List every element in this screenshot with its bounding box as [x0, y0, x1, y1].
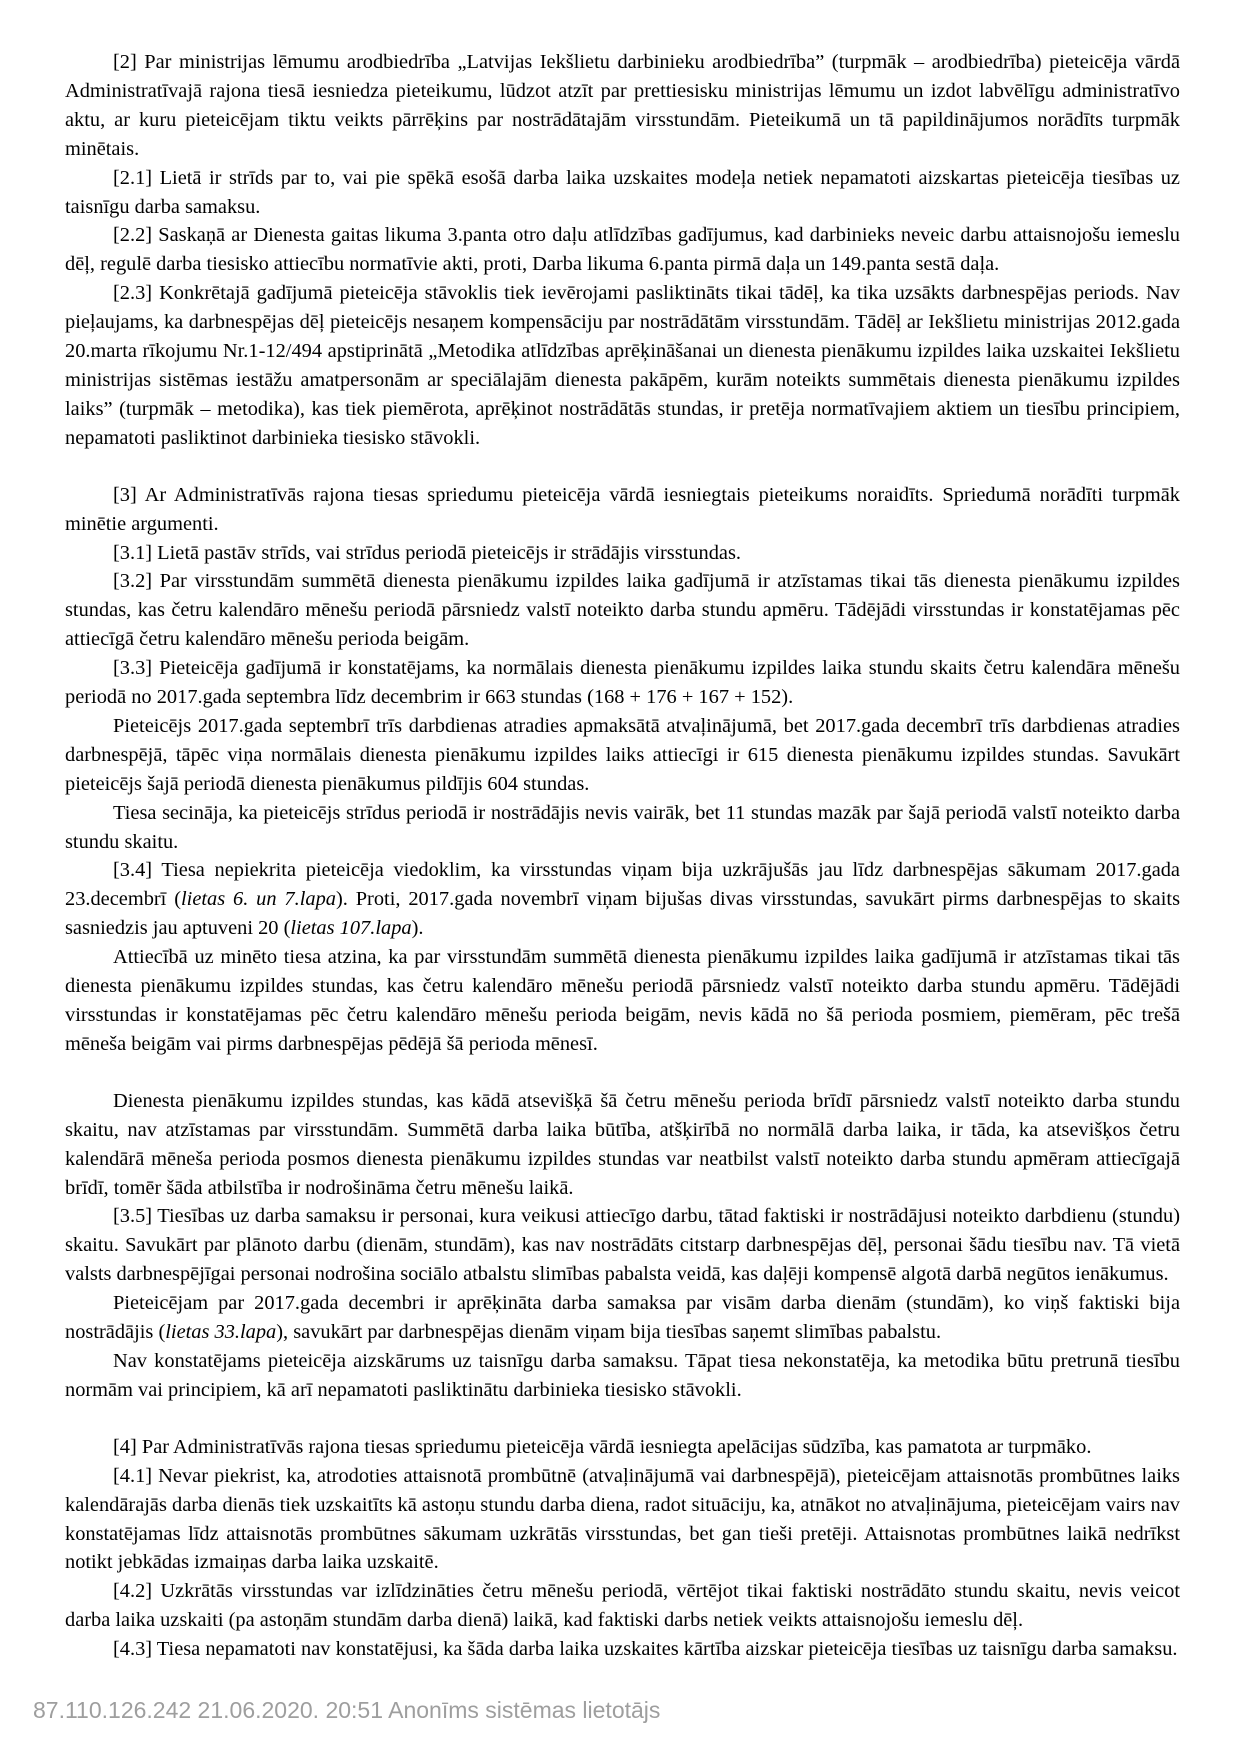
- paragraph: [65, 799, 1180, 857]
- paragraph-text: [2.2] Saskaņā ar Dienesta gaitas likuma 3.panta otro daļu atlīdzības gadījumus, kad darbinieks neveic darbu attaisnojošu iemeslu dēļ, regulē darba tiesisko attiecību normatīvie akti, proti, Darba likuma 6.panta pirmā daļa un 149.panta sestā daļa.: [65, 224, 1180, 276]
- paragraph-text: Dienesta pienākumu izpildes stundas, kas kādā atsevišķā šā četru mēnešu perioda brīdī pārsniedz valstī noteikto darba stundu skaitu, nav atzīstamas par virsstundām. Summētā darba laika būtība, atšķirībā no normālā darba laika, ir tāda, ka atsevišķos četru kalendārā mēneša perioda posmos dienesta pienākumu izpildes stundas var neatbilst valstī noteikto darba stundu apmēram attiecīgajā brīdī, tomēr šāda atbilstība ir nodrošināma četru mēnešu laikā.: [65, 1089, 1180, 1199]
- paragraph: [65, 654, 1180, 712]
- paragraph: [65, 1462, 1180, 1578]
- paragraph: [65, 164, 1180, 222]
- paragraph-text: [3.4] Tiesa nepiekrita pieteicēja viedoklim, ka virsstundas viņam bija uzkrājušās jau līdz darbnespējas sākumam 2017.gada 23.decembrī (: [65, 859, 1180, 911]
- paragraph: [65, 279, 1180, 452]
- paragraph-text: Nav konstatējams pieteicēja aizskārums uz taisnīgu darba samaksu. Tāpat tiesa nekonstatēja, ka metodika būtu pretrunā tiesību normām vai principiem, kā arī nepamatoti pasliktinātu darbinieka tiesisko stāvokli.: [65, 1349, 1180, 1401]
- paragraph: [65, 1289, 1180, 1347]
- paragraph-text: [3] Ar Administratīvās rajona tiesas spriedumu pieteicēja vārdā iesniegtais pieteikums noraidīts. Spriedumā norādīti turpmāk minētie argumenti.: [65, 483, 1180, 535]
- paragraph-text: ), savukārt par darbnespējas dienām viņam bija tiesības saņemt slimības pabalstu.: [276, 1321, 942, 1344]
- paragraph-text: [4.3] Tiesa nepamatoti nav konstatējusi, ka šāda darba laika uzskaites kārtība aizskar pieteicēja tiesības uz taisnīgu darba samaksu.: [113, 1638, 1178, 1661]
- paragraph: [65, 1347, 1180, 1405]
- paragraph: [65, 221, 1180, 279]
- paragraph-text: [2.1] Lietā ir strīds par to, vai pie spēkā esošā darba laika uzskaites modeļa netiek nepamatoti aizskartas pieteicēja tiesības uz taisnīgu darba samaksu.: [65, 166, 1180, 218]
- paragraph-text: ).: [411, 917, 424, 940]
- paragraph-text: [2] Par ministrijas lēmumu arodbiedrība „Latvijas Iekšlietu darbinieku arodbiedrība” (turpmāk – arodbiedrība) pieteicēja vārdā Administratīvajā rajona tiesā iesniedza pieteikumu, lūdzot atzīt par prettiesisku ministrijas lēmumu un izdot labvēlīgu administratīvo aktu, ar kuru pieteicējam tiktu veikts pārrēķins par nostrādātajām virsstundām. Pieteikumā un tā papildinājumos norādīts turpmāk minētais.: [65, 51, 1180, 160]
- paragraph-text: Pieteicējam par 2017.gada decembri ir aprēķināta darba samaksa par visām darba dienām (stundām), ko viņš faktiski bija nostrādājis (: [65, 1292, 1180, 1344]
- paragraph: [65, 1202, 1180, 1289]
- paragraph: [65, 1577, 1180, 1635]
- paragraph-text: [3.1] Lietā pastāv strīds, vai strīdus periodā pieteicējs ir strādājis virsstundas.: [113, 541, 741, 564]
- paragraph: [65, 856, 1180, 943]
- footer-stamp: 87.110.126.242 21.06.2020. 20:51 Anonīms sistēmas lietotājs: [33, 1697, 661, 1723]
- paragraph: [65, 1087, 1180, 1203]
- paragraph: [65, 481, 1180, 539]
- paragraph: [65, 1433, 1180, 1462]
- paragraph: [65, 539, 1180, 568]
- document-body: [65, 48, 1180, 1664]
- paragraph: [65, 567, 1180, 654]
- paragraph-text: [4.1] Nevar piekrist, ka, atrodoties attaisnotā prombūtnē (atvaļinājumā vai darbnespējā), pieteicējam attaisnotās prombūtnes laiks kalendārajās darba dienās tiek uzskaitīts kā astoņu stundu darba diena, radot situāciju, ka, atnākot no atvaļinājuma, pieteicējam vairs nav konstatējamas līdz attaisnotās prombūtnes sākumam uzkrātās virsstundas, bet gan tieši pretēji. Attaisnotas prombūtnes laikā nedrīkst notikt jebkādas izmaiņas darba laika uzskaitē.: [65, 1464, 1180, 1574]
- paragraph: [65, 712, 1180, 799]
- paragraph-text: Pieteicējs 2017.gada septembrī trīs darbdienas atradies apmaksātā atvaļinājumā, bet 2017.gada decembrī trīs darbdienas atradies darbnespējā, tāpēc viņa normālais dienesta pienākumu izpildes laiks attiecīgi ir 615 dienesta pienākumu izpildes stundas. Savukārt pieteicējs šajā periodā dienesta pienākumus pildījis 604 stundas.: [65, 714, 1180, 795]
- paragraph-text: [3.3] Pieteicēja gadījumā ir konstatējams, ka normālais dienesta pienākumu izpildes laika stundu skaits četru kalendāra mēnešu periodā no 2017.gada septembra līdz decembrim ir 663 stundas (168 + 176 + 167 + 152).: [65, 657, 1180, 709]
- paragraph-text: [3.2] Par virsstundām summētā dienesta pienākumu izpildes laika gadījumā ir atzīstamas tikai tās dienesta pienākumu izpildes stundas, kas četru kalendāro mēnešu periodā pārsniedz valstī noteikto darba stundu apmēru. Tādējādi virsstundas ir konstatējamas pēc attiecīgā četru kalendāro mēnešu perioda beigām.: [65, 570, 1180, 651]
- paragraph-text: [3.5] Tiesības uz darba samaksu ir personai, kura veikusi attiecīgo darbu, tātad faktiski ir nostrādājusi noteikto darbdienu (stundu) skaitu. Savukārt par plānoto darbu (dienām, stundām), kas nav nostrādāts citstarp darbnespējas dēļ, personai šādu tiesību nav. Tā vietā valsts darbnespējīgai personai nodrošina sociālo atbalstu slimības pabalsta veidā, kas daļēji kompensē algotā darbā negūtos ienākumus.: [65, 1205, 1180, 1286]
- paragraph: [65, 943, 1180, 1059]
- paragraph-text: ). Proti, 2017.gada novembrī viņam bijušas divas virsstundas, savukārt pirms darbnespējas to skaits sasniedzis jau aptuveni 20 (: [65, 888, 1181, 940]
- paragraph-text: [4.2] Uzkrātās virsstundas var izlīdzināties četru mēnešu periodā, vērtējot tikai faktiski nostrādāto stundu skaitu, nevis veicot darba laika uzskaiti (pa astoņām stundām darba dienā) laikā, kad faktiski darbs netiek veikts attaisnojošu iemeslu dēļ.: [65, 1580, 1180, 1632]
- paragraph-text: [4] Par Administratīvās rajona tiesas spriedumu pieteicēja vārdā iesniegta apelācijas sūdzība, kas pamatota ar turpmāko.: [113, 1435, 1092, 1458]
- case-file-reference: lietas 33.lapa: [165, 1321, 277, 1344]
- paragraph-text: Attiecībā uz minēto tiesa atzina, ka par virsstundām summētā dienesta pienākumu izpildes laika gadījumā ir atzīstamas tikai tās dienesta pienākumu izpildes stundas, kas četru kalendāro mēnešu periodā pārsniedz valstī noteikto darba stundu apmēru. Tādējādi virsstundas ir konstatējamas pēc četru kalendāro mēnešu perioda beigām, nevis kādā no šā perioda posmiem, piemēram, pēc trešā mēneša beigām vai pirms darbnespējas pēdējā šā perioda mēnesī.: [65, 946, 1180, 1055]
- paragraph: [65, 1635, 1180, 1664]
- case-file-reference: lietas 6. un 7.lapa: [181, 888, 336, 911]
- paragraph-text: Tiesa secināja, ka pieteicējs strīdus periodā ir nostrādājis nevis vairāk, bet 11 stundas mazāk par šajā periodā valstī noteikto darba stundu skaitu.: [65, 801, 1180, 853]
- case-file-reference: lietas 107.lapa: [290, 917, 412, 940]
- paragraph-text: [2.3] Konkrētajā gadījumā pieteicēja stāvoklis tiek ievērojami pasliktināts tikai tādēļ, ka tika uzsākts darbnespējas periods. Nav pieļaujams, ka darbnespējas dēļ pieteicējs nesaņem kompensāciju par nostrādātām virsstundām. Tādēļ ar Iekšlietu ministrijas 2012.gada 20.marta rīkojumu Nr.1-12/494 apstiprinātā „Metodika atlīdzības aprēķināšanai un dienesta pienākumu izpildes laika uzskaitei Iekšlietu ministrijas sistēmas iestāžu amatpersonām ar speciālajām dienesta pakāpēm, kurām noteikts summētais dienesta pienākumu izpildes laiks” (turpmāk – metodika), kas tiek piemērota, aprēķinot nostrādātās stundas, ir pretēja normatīvajiem aktiem un tiesību principiem, nepamatoti pasliktinot darbinieka tiesisko stāvokli.: [65, 282, 1180, 449]
- paragraph: [65, 48, 1180, 164]
